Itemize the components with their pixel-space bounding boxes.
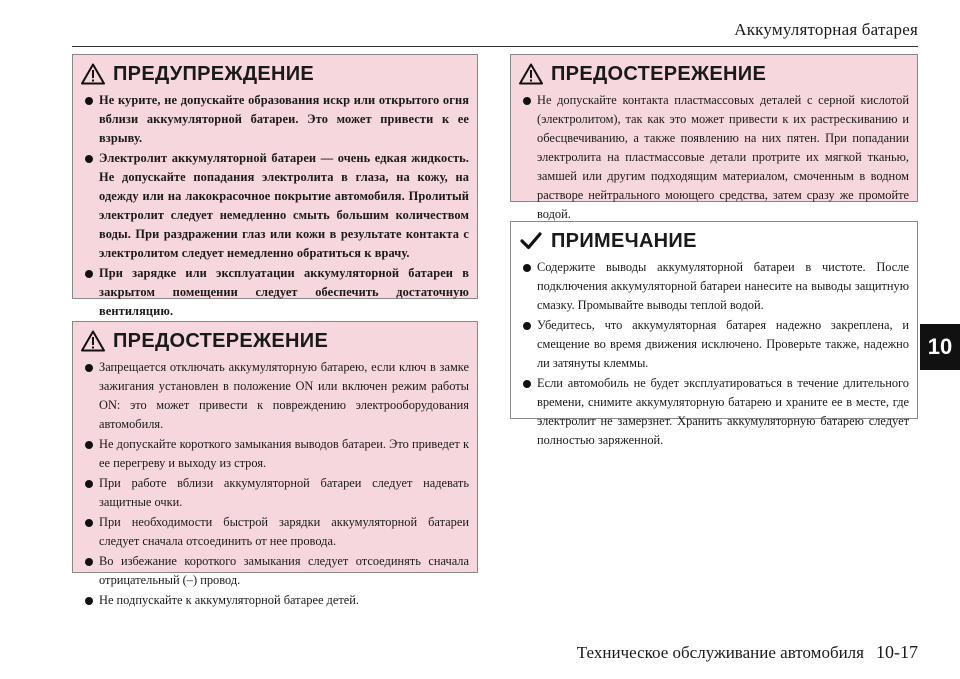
list-item: При зарядке или эксплуатации аккумуляторной батареи в закрытом помещении следует обеспечить достаточную вентиляцию. [85,264,469,321]
note-title: ПРИМЕЧАНИЕ [551,229,697,252]
caution-list-left [73,358,477,610]
caution-title: ПРЕДОСТЕРЕЖЕНИЕ [551,62,767,85]
check-mark-icon [519,230,543,252]
caution-title-row [519,61,917,87]
list-item: Не допускайте короткого замыкания выводов батареи. Это приведет к ее перегреву и выходу из строя. [85,435,469,473]
caution-box-right [510,54,918,221]
list-item: Не курите, не допускайте образования искр или открытого огня вблизи аккумуляторной батареи. Это может привести к ее взрыву. [85,91,469,148]
chapter-tab[interactable]: 10 [920,324,960,370]
page-footer [577,642,918,663]
note-title-row [519,228,917,254]
warning-title-row [81,61,477,87]
warning-triangle-icon [81,63,105,85]
caution-box-left [72,321,478,607]
caution-title: ПРЕДОСТЕРЕЖЕНИЕ [113,329,329,352]
list-item: При работе вблизи аккумуляторной батареи следует надевать защитные очки. [85,474,469,512]
list-item: Не подпускайте к аккумуляторной батарее детей. [85,591,469,610]
list-item: Электролит аккумуляторной батареи — очень едкая жидкость. Не допускайте попадания электролита в глаза, на кожу, на одежду или на лакокрасочное покрытие автомобиля. Пролитый электролит следует немедленно смыть большим количеством воды. При раздражении глаз или кожи в результате контакта с электролитом следует немедленно обратиться к врачу. [85,149,469,263]
list-item: Содержите выводы аккумуляторной батареи в чистоте. После подключения аккумуляторной батареи нанесите на выводы защитную смазку. Промывайте выводы теплой водой. [523,258,909,315]
list-item: Если автомобиль не будет эксплуатироваться в течение длительного времени, снимите аккумуляторную батарею и храните ее в месте, где электролит не замерзнет. Хранить аккумуляторную батарею следует полностью заряженной. [523,374,909,450]
warning-triangle-icon [519,63,543,85]
list-item: Запрещается отключать аккумуляторную батарею, если ключ в замке зажигания установлен в положение ON или включен режим работы ON: это может привести к повреждению электрооборудования автомобиля. [85,358,469,434]
list-item: Убедитесь, что аккумуляторная батарея надежно закреплена, и смещение во время движения исключено. Проверьте также, надежно ли затянуты клеммы. [523,316,909,373]
page-header-title: Аккумуляторная батарея [734,20,918,39]
warning-box [72,54,478,318]
warning-list [73,91,477,321]
caution-title-row [81,328,477,354]
footer-section-title: Техническое обслуживание автомобиля [576,643,864,662]
warning-title: ПРЕДУПРЕЖДЕНИЕ [113,62,315,85]
list-item: Не допускайте контакта пластмассовых деталей с серной кислотой (электролитом), так как это может привести к их растрескиванию и обесцвечиванию, а также появлению на них пятен. При попадании электролита на пластмассовые детали протрите их мягкой тканью, замшей или другим подходящим материалом, смоченным в водном растворе нейтрального моющего средства, затем сразу же промойте водой. [523,91,909,224]
warning-triangle-icon [81,330,105,352]
list-item: Во избежание короткого замыкания следует отсоединять сначала отрицательный (–) провод. [85,552,469,590]
page-number: 10-17 [876,642,918,662]
note-box [510,221,918,447]
list-item: При необходимости быстрой зарядки аккумуляторной батареи следует сначала отсоединить от нее провода. [85,513,469,551]
note-list [511,258,917,450]
caution-list-right [511,91,917,224]
header-rule [72,46,918,47]
